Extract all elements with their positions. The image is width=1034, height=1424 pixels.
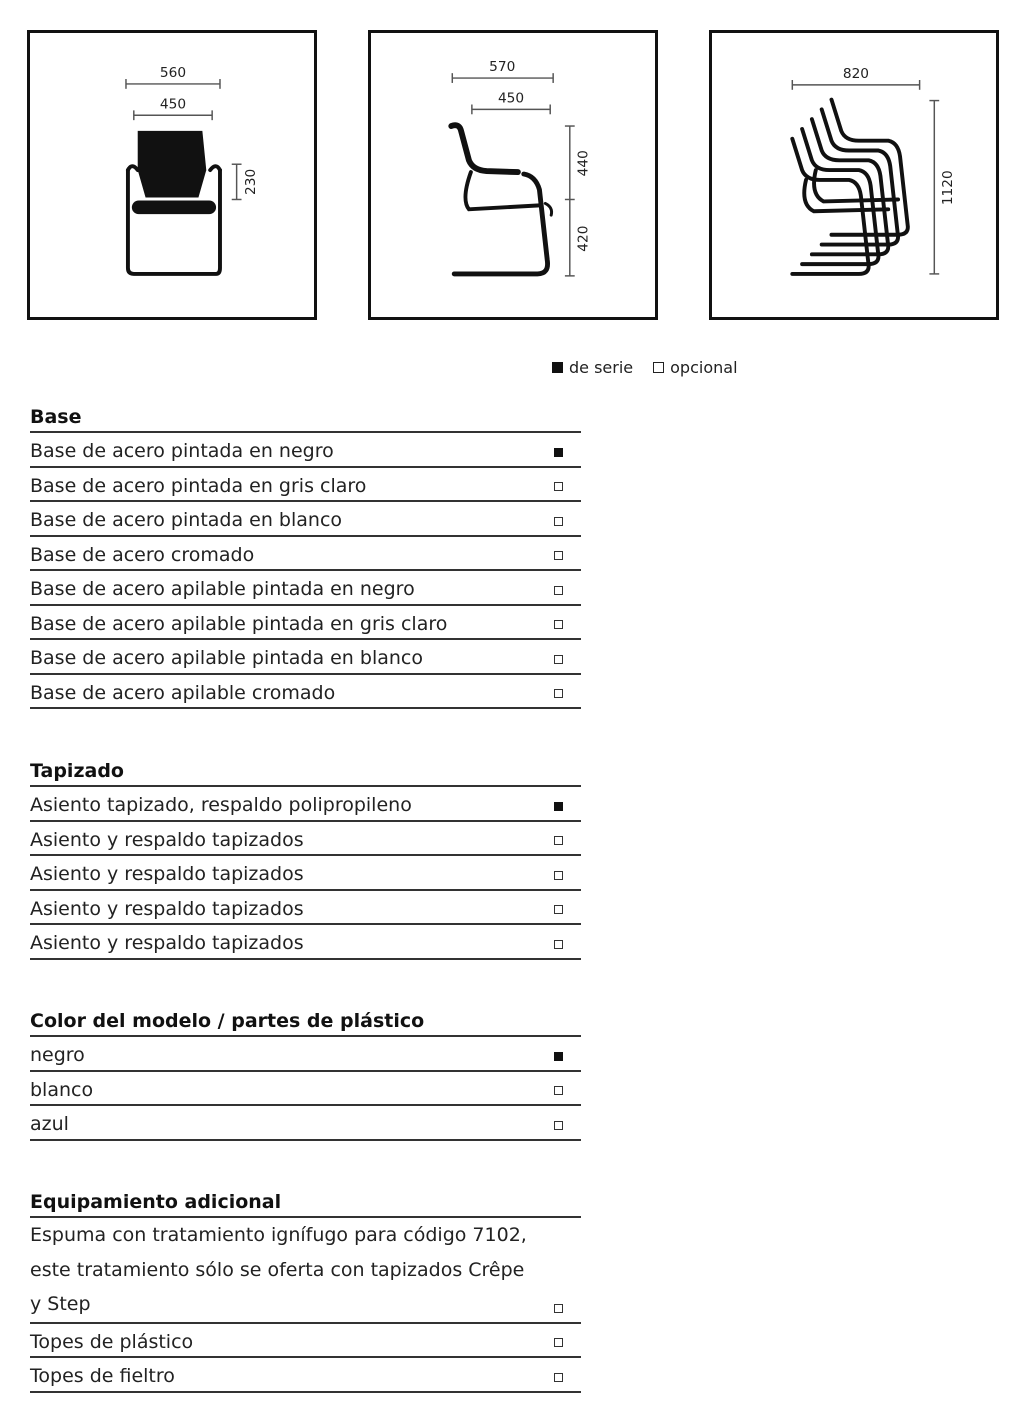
- section-color: [30, 1007, 581, 1141]
- option-row: [30, 606, 581, 641]
- option-label: blanco: [30, 1078, 94, 1101]
- side-view-drawing: [371, 33, 655, 317]
- section-title: Color del modelo / partes de plástico: [30, 1007, 581, 1037]
- optional-square-icon: [554, 655, 563, 664]
- option-label: Topes de fieltro: [30, 1365, 175, 1387]
- section-tapizado: [30, 757, 581, 960]
- front-view-drawing: [30, 33, 314, 317]
- dim-seat-depth: 450: [497, 90, 525, 107]
- section-title: Equipamiento adicional: [30, 1188, 581, 1218]
- option-label: Base de acero apilable pintada en negro: [30, 578, 415, 600]
- option-row: [30, 822, 581, 857]
- option-row: [30, 571, 581, 606]
- option-row: [30, 856, 581, 891]
- dim-armrest-height: 230: [243, 168, 260, 195]
- option-label: Base de acero apilable pintada en gris claro: [30, 612, 448, 635]
- optional-square-icon: [554, 482, 563, 491]
- dim-seat-height: 420: [575, 225, 592, 252]
- optional-square-icon: [554, 586, 563, 595]
- stacked-view-diagram: [709, 30, 999, 320]
- option-row: [30, 433, 581, 468]
- optional-square-icon: [653, 362, 664, 373]
- optional-square-icon: [554, 1304, 563, 1313]
- standard-square-icon: [554, 802, 563, 811]
- legend-standard-label: de serie: [569, 358, 634, 377]
- optional-square-icon: [554, 871, 563, 880]
- section-title: Tapizado: [30, 757, 581, 787]
- option-row: [30, 925, 581, 960]
- optional-square-icon: [554, 940, 563, 949]
- optional-square-icon: [554, 836, 563, 845]
- optional-square-icon: [554, 1121, 563, 1130]
- option-label: Base de acero apilable pintada en blanco: [30, 647, 423, 669]
- option-row: [30, 1072, 581, 1107]
- dim-stack-depth: 820: [842, 66, 870, 83]
- optional-square-icon: [554, 620, 563, 629]
- option-label: Topes de plástico: [30, 1330, 194, 1353]
- optional-square-icon: [554, 1373, 563, 1382]
- dim-stack-height: 1120: [939, 170, 956, 206]
- dim-overall-width: 560: [159, 65, 187, 82]
- option-row: [30, 537, 581, 572]
- standard-square-icon: [552, 362, 563, 373]
- optional-square-icon: [554, 905, 563, 914]
- option-row: [30, 1106, 581, 1141]
- option-label: negro: [30, 1044, 85, 1066]
- stacked-view-drawing: [712, 33, 996, 317]
- optional-square-icon: [554, 1086, 563, 1095]
- option-label: Base de acero pintada en blanco: [30, 509, 343, 531]
- option-label: Asiento y respaldo tapizados: [30, 897, 304, 920]
- option-row: [30, 468, 581, 503]
- option-row: [30, 1218, 581, 1324]
- optional-square-icon: [554, 1338, 563, 1347]
- side-view-diagram: [368, 30, 658, 320]
- option-label: Base de acero pintada en negro: [30, 440, 334, 462]
- section-base: [30, 403, 581, 709]
- option-label: azul: [30, 1113, 69, 1135]
- section-equipamiento: [30, 1188, 581, 1393]
- option-label: Asiento y respaldo tapizados: [30, 932, 304, 954]
- standard-square-icon: [554, 1052, 563, 1061]
- option-row: [30, 1037, 581, 1072]
- option-row: [30, 675, 581, 710]
- option-row: [30, 1358, 581, 1393]
- optional-square-icon: [554, 551, 563, 560]
- option-label: Espuma con tratamiento ignífugo para código 7102, este tratamiento sólo se oferta con tapizados Crêpe y Step: [30, 1224, 527, 1315]
- option-label: Asiento y respaldo tapizados: [30, 863, 304, 885]
- option-label: Base de acero pintada en gris claro: [30, 474, 367, 497]
- optional-square-icon: [554, 689, 563, 698]
- section-title: Base: [30, 403, 581, 433]
- legend-optional-label: opcional: [670, 358, 738, 377]
- option-row: [30, 891, 581, 926]
- option-label: Base de acero cromado: [30, 543, 255, 566]
- option-row: [30, 502, 581, 537]
- standard-square-icon: [554, 448, 563, 457]
- option-row: [30, 787, 581, 822]
- option-label: Asiento y respaldo tapizados: [30, 828, 304, 851]
- optional-square-icon: [554, 517, 563, 526]
- dim-seat-width: 450: [159, 96, 187, 113]
- dim-back-height: 440: [575, 150, 592, 177]
- option-label: Asiento tapizado, respaldo polipropileno: [30, 794, 412, 816]
- legend: [552, 358, 752, 377]
- dim-overall-depth: 570: [489, 59, 516, 76]
- option-label: Base de acero apilable cromado: [30, 681, 336, 704]
- front-view-diagram: [27, 30, 317, 320]
- option-row: [30, 1324, 581, 1359]
- option-row: [30, 640, 581, 675]
